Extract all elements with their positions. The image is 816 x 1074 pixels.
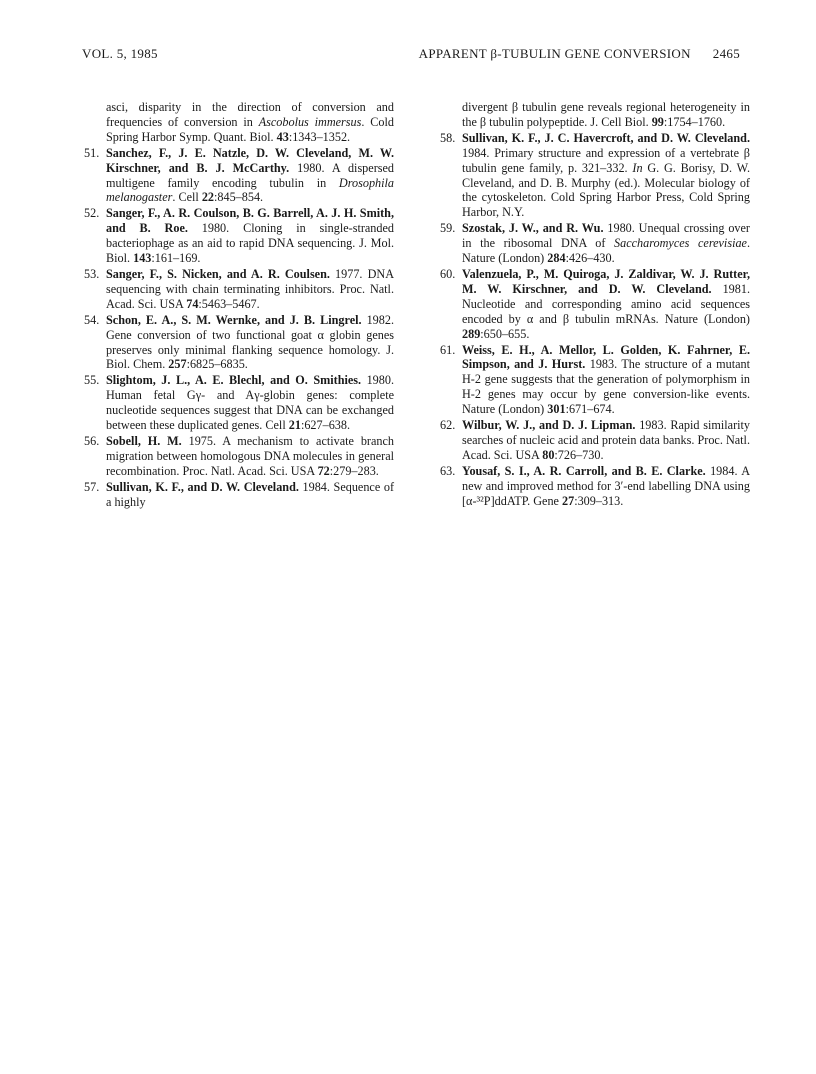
reference-entry xyxy=(86,146,394,206)
reference-number: 60. xyxy=(440,266,456,281)
reference-year: 1984. xyxy=(298,479,330,494)
reference-pages: :426–430. xyxy=(565,251,615,266)
reference-text-cont: . Nature (London) xyxy=(462,236,750,266)
reference-authors: Schon, E. A., S. M. Wernke, and J. B. Lingrel. xyxy=(106,312,362,327)
reference-authors: Sullivan, K. F., and D. W. Cleveland. xyxy=(106,479,299,494)
running-title: APPARENT β-TUBULIN GENE CONVERSION xyxy=(418,46,691,61)
reference-number: 61. xyxy=(440,342,456,357)
reference-number: 62. xyxy=(440,418,456,433)
reference-pages: :650–655. xyxy=(480,326,530,341)
reference-year: 1980. xyxy=(187,221,230,236)
reference-text: divergent β tubulin gene reveals regional heterogeneity in the β tubulin polypeptide. J. Cell Biol. xyxy=(462,100,750,129)
reference-entry xyxy=(442,131,750,220)
reference-text-cont: . Cell xyxy=(172,190,202,205)
reference-number: 63. xyxy=(440,463,456,478)
reference-text: Human fetal Gγ- and Aγ-globin genes: complete nucleotide sequences suggest that DNA can be exchanged between these duplicated genes. Cell xyxy=(106,388,394,433)
reference-pages: :279–283. xyxy=(329,463,379,478)
running-title-group xyxy=(419,46,740,62)
reference-authors: Sanchez, F., J. E. Natzle, D. W. Cleveland, M. W. Kirschner, and B. J. McCarthy. xyxy=(106,145,394,175)
reference-entry xyxy=(86,313,394,373)
references-left-column xyxy=(86,100,394,510)
reference-number: 55. xyxy=(84,373,100,388)
reference-volume: 257 xyxy=(168,357,187,372)
reference-year: 1980. xyxy=(603,221,635,236)
reference-volume: 72 xyxy=(317,463,330,478)
reference-italic: In xyxy=(632,160,643,175)
reference-text: A mechanism to activate branch migration between homologous DNA molecules in general recombination. Proc. Natl. Acad. Sci. USA xyxy=(106,433,394,478)
reference-volume: 284 xyxy=(547,251,566,266)
reference-text: Sequence of a highly xyxy=(106,479,395,509)
reference-text-cont: . Cold Spring Harbor Symp. Quant. Biol. xyxy=(106,114,394,144)
reference-pages: :671–674. xyxy=(565,402,615,417)
reference-volume: 22 xyxy=(201,190,214,205)
reference-year: 1980. xyxy=(361,373,394,388)
reference-authors: Sanger, F., S. Nicken, and A. R. Coulsen. xyxy=(106,266,330,281)
reference-pages: :726–730. xyxy=(554,447,604,462)
reference-number: 51. xyxy=(84,145,100,160)
reference-number: 54. xyxy=(84,312,100,327)
reference-text: Primary structure and expression of a vertebrate β tubulin gene family, p. 321–332. xyxy=(462,145,750,175)
reference-text: DNA sequencing with chain terminating inhibitors. Proc. Natl. Acad. Sci. USA xyxy=(106,266,394,311)
reference-authors: Valenzuela, P., M. Quiroga, J. Zaldivar, W. J. Rutter, M. W. Kirschner, and D. W. Cleveland. xyxy=(462,266,750,296)
reference-year: 1975. xyxy=(181,433,217,448)
reference-entry xyxy=(442,343,750,418)
reference-entry xyxy=(86,100,394,145)
reference-pages: :5463–5467. xyxy=(198,296,260,311)
reference-authors: Szostak, J. W., and R. Wu. xyxy=(462,221,604,236)
reference-volume: 27 xyxy=(562,493,575,508)
reference-volume: 43 xyxy=(276,129,289,144)
reference-entry xyxy=(86,434,394,479)
reference-number: 52. xyxy=(84,206,100,221)
reference-year: 1981. xyxy=(711,281,751,296)
reference-number: 59. xyxy=(440,221,456,236)
reference-text: The structure of a mutant H-2 gene suggests that the generation of polymorphism in H-2 genes may occur by gene conversion-like events. Nature (London) xyxy=(462,357,751,417)
reference-pages: :6825–6835. xyxy=(186,357,248,372)
reference-text: Gene conversion of two functional goat α globin genes preserves only minimal flanking sequence homology. J. Biol. Chem. xyxy=(106,327,394,372)
reference-text: Cloning in single-stranded bacteriophage as an aid to rapid DNA sequencing. J. Mol. Biol. xyxy=(106,221,395,266)
reference-text-cont: G. G. Borisy, D. W. Cleveland, and D. B. Murphy (ed.). Molecular biology of the cytoskeleton. Cold Spring Harbor Press, Cold Spring Harbor, N.Y. xyxy=(462,160,750,220)
reference-year: 1984. xyxy=(462,145,490,160)
reference-text: A new and improved method for 3′-end labelling DNA using [α-³²P]ddATP. Gene xyxy=(462,463,751,508)
reference-text: asci, disparity in the direction of conversion and frequencies of conversion in xyxy=(106,100,394,129)
reference-pages: :627–638. xyxy=(300,418,351,433)
reference-authors: Sobell, H. M. xyxy=(106,433,182,448)
reference-entry xyxy=(86,480,394,510)
reference-year: 1984. xyxy=(705,463,738,478)
references-right-column xyxy=(442,100,750,509)
running-header xyxy=(82,46,740,66)
reference-entry xyxy=(442,267,750,342)
reference-authors: Wilbur, W. J., and D. J. Lipman. xyxy=(462,418,636,433)
reference-italic: Saccharomyces cerevisiae xyxy=(614,236,747,251)
reference-entry xyxy=(442,418,750,463)
reference-volume: 80 xyxy=(542,447,555,462)
reference-entry xyxy=(86,373,394,433)
reference-number: 53. xyxy=(84,266,100,281)
reference-entry xyxy=(442,221,750,266)
reference-pages: :1754–1760. xyxy=(663,114,726,129)
reference-volume: 143 xyxy=(133,251,152,266)
reference-number: 58. xyxy=(440,130,456,145)
reference-italic: Drosophila melanogaster xyxy=(106,175,394,205)
reference-pages: :1343–1352. xyxy=(288,129,351,144)
reference-entry xyxy=(442,464,750,509)
journal-volume: VOL. 5, 1985 xyxy=(82,46,158,61)
reference-entry xyxy=(442,100,750,130)
reference-volume: 74 xyxy=(186,296,199,311)
reference-year: 1982. xyxy=(361,312,395,327)
reference-authors: Yousaf, S. I., A. R. Carroll, and B. E. Clarke. xyxy=(462,463,706,478)
reference-pages: :161–169. xyxy=(151,251,201,266)
reference-text: A dispersed multigene family encoding tubulin in xyxy=(106,160,394,190)
reference-authors: Sanger, F., A. R. Coulson, B. G. Barrell, A. J. H. Smith, and B. Roe. xyxy=(106,206,394,236)
reference-authors: Sullivan, K. F., J. C. Havercroft, and D. W. Cleveland. xyxy=(462,130,750,145)
reference-authors: Weiss, E. H., A. Mellor, L. Golden, K. Fahrner, E. Simpson, and J. Hurst. xyxy=(462,342,750,372)
reference-volume: 289 xyxy=(462,326,481,341)
reference-volume: 99 xyxy=(651,114,664,129)
reference-authors: Slightom, J. L., A. E. Blechl, and O. Smithies. xyxy=(106,373,362,388)
reference-year: 1983. xyxy=(585,357,618,372)
reference-pages: :845–854. xyxy=(214,190,264,205)
reference-text: Nucleotide and corresponding amino acid sequences encoded by α and β tubulin mRNAs. Nature (London) xyxy=(462,296,750,326)
reference-year: 1980. xyxy=(289,160,325,175)
reference-text: Unequal crossing over in the ribosomal DNA of xyxy=(462,221,750,251)
reference-volume: 301 xyxy=(547,402,566,417)
reference-pages: :309–313. xyxy=(574,493,624,508)
reference-text: Rapid similarity searches of nucleic acid and protein data banks. Proc. Natl. Acad. Sci. USA xyxy=(462,418,750,462)
reference-year: 1983. xyxy=(635,418,667,433)
page-number: 2465 xyxy=(712,46,740,61)
reference-volume: 21 xyxy=(288,418,301,433)
reference-entry xyxy=(86,267,394,312)
reference-number: 57. xyxy=(84,479,100,494)
reference-italic: Ascobolus immersus xyxy=(258,114,362,129)
reference-number: 56. xyxy=(84,433,100,448)
reference-entry xyxy=(86,206,394,266)
reference-year: 1977. xyxy=(329,266,363,281)
